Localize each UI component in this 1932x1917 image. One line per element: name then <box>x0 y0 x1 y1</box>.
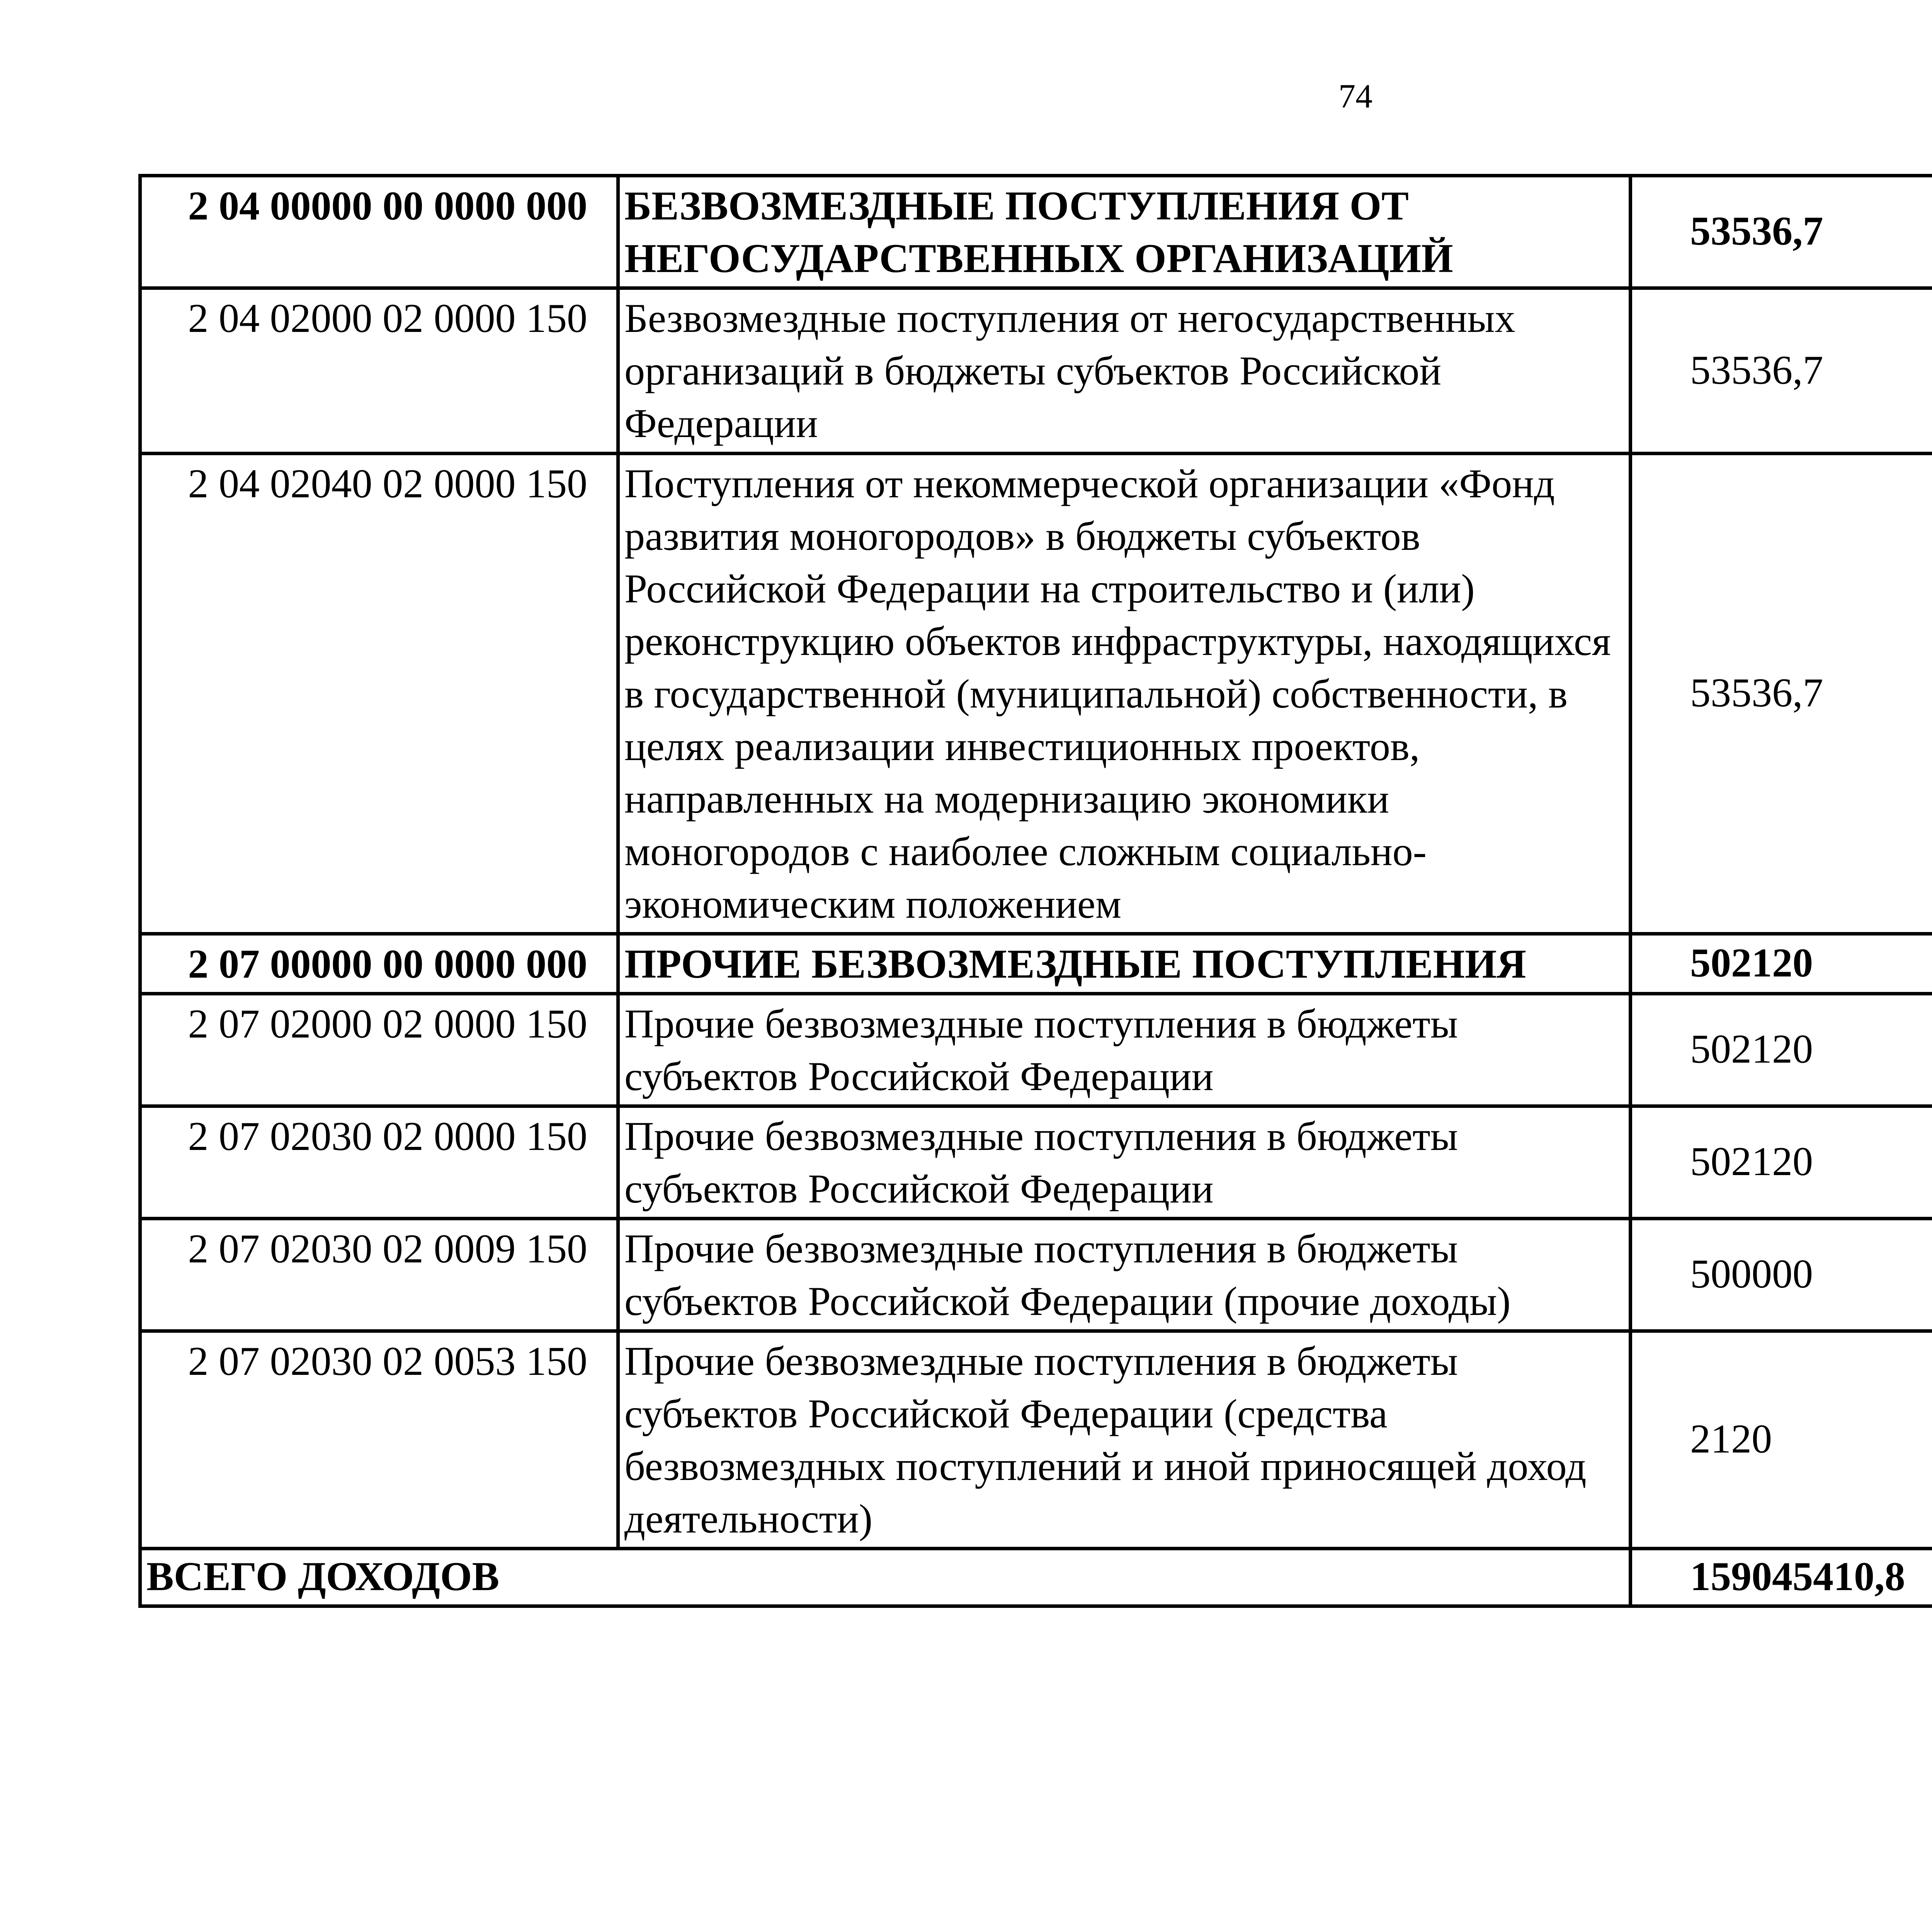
row-name: Прочие безвозмездные поступления в бюджеты субъектов Российской Федерации (средства безвозмездных поступлений и иной приносящей доход деятельности) <box>618 1331 1631 1549</box>
row-value-1: 53536,7 <box>1631 288 1932 454</box>
row-code: 2 04 02000 02 0000 150 <box>140 288 618 454</box>
table-row <box>140 1331 1932 1549</box>
table-row <box>140 1219 1932 1331</box>
row-code: 2 07 02000 02 0000 150 <box>140 994 618 1106</box>
table-row <box>140 1106 1932 1219</box>
row-name: Прочие безвозмездные поступления в бюджеты субъектов Российской Федерации <box>618 1106 1631 1219</box>
row-code: 2 04 02040 02 0000 150 <box>140 454 618 934</box>
total-row <box>140 1549 1932 1606</box>
table-row <box>140 994 1932 1106</box>
row-name: Поступления от некоммерческой организации «Фонд развития моногородов» в бюджеты субъектов Российской Федерации на строительство и (или) реконструкцию объектов инфраструктуры, находящихся в государственной (муниципальной) собственности, в целях реализации инвестиционных проектов, направленных на модернизацию экономики моногородов с наиболее сложным социально-экономическим положением <box>618 454 1631 934</box>
row-name: ПРОЧИЕ БЕЗВОЗМЕЗДНЫЕ ПОСТУПЛЕНИЯ <box>618 934 1631 994</box>
row-name: БЕЗВОЗМЕЗДНЫЕ ПОСТУПЛЕНИЯ ОТ НЕГОСУДАРСТВЕННЫХ ОРГАНИЗАЦИЙ <box>618 176 1631 288</box>
row-name: Безвозмездные поступления от негосударственных организаций в бюджеты субъектов Российской Федерации <box>618 288 1631 454</box>
row-name: Прочие безвозмездные поступления в бюджеты субъектов Российской Федерации <box>618 994 1631 1106</box>
row-value-1: 502120 <box>1631 1106 1932 1219</box>
row-value-1: 502120 <box>1631 994 1932 1106</box>
revenue-table <box>138 174 1932 1608</box>
row-value-1: 2120 <box>1631 1331 1932 1549</box>
table-row <box>140 288 1932 454</box>
row-code: 2 07 02030 02 0009 150 <box>140 1219 618 1331</box>
page-number: 74 <box>1338 78 1372 115</box>
row-value-1: 502120 <box>1631 934 1932 994</box>
row-code: 2 04 00000 00 0000 000 <box>140 176 618 288</box>
table-row <box>140 176 1932 288</box>
row-value-1: 53536,7 <box>1631 176 1932 288</box>
row-name: Прочие безвозмездные поступления в бюджеты субъектов Российской Федерации (прочие доходы) <box>618 1219 1631 1331</box>
table-row <box>140 934 1932 994</box>
total-value-1: 159045410,8 <box>1631 1549 1932 1606</box>
table-row <box>140 454 1932 934</box>
total-label: ВСЕГО ДОХОДОВ <box>140 1549 1631 1606</box>
row-code: 2 07 00000 00 0000 000 <box>140 934 618 994</box>
row-value-1: 500000 <box>1631 1219 1932 1331</box>
row-code: 2 07 02030 02 0000 150 <box>140 1106 618 1219</box>
row-value-1: 53536,7 <box>1631 454 1932 934</box>
row-code: 2 07 02030 02 0053 150 <box>140 1331 618 1549</box>
